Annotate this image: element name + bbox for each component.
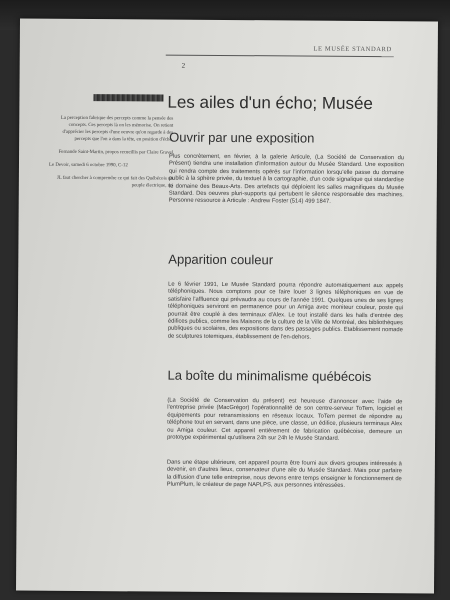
sidebar-quote-block — [49, 115, 174, 196]
sidebar-attribution: Fernande Saint-Martin, propos recueillis par Claire Gravel — [58, 149, 174, 156]
header-rule — [166, 55, 394, 58]
section-body-1: Plus concrètement, en février, à la galerie Articule, (La Société de Conservation du Présent) tiendra une installation d'information autour du Musée Standard. Une exposition qui rendra compte des traitements opérés sur l'information lorsqu'elle passe du domaine public à la sphère privée, du textuel à la cartographie, d'un code signalique qui standardise le domaine des Beaux-Arts. Des artefacts qui déploient les salles magnifiques du Musée Standard. Des oeuvres pluri-supports qui pertubent le silence responsable des machines. Personne ressource à Articule : Andrew Foster (514) 499 1847. — [168, 153, 405, 206]
section-heading-2: Apparition couleur — [168, 251, 274, 268]
sidebar-note: JL faut chercher à comprendre ce qui fait des Québécois un peuple électrique, mi — [56, 175, 173, 189]
sidebar-source: Le Devoir, samedi 6 octobre 1990, C-12 — [48, 162, 128, 169]
section-body-2: Le 6 février 1991, Le Musée Standard pourra répondre automatiquement aux appels téléphoniques. Nous comptons pour ce faire louer 3 lignes téléphoniques en vue de satisfaire l'affluence qui prévaudra au cours de l'année 1991. Quelques unes de ses lignes téléphoniques serviront en permanence pour un Amiga avec moniteur couleur, poste qui pourrait être couplé à des terminaux d'Alex. Le tout installé dans les halls d'entrée des édifices publics, comme les Maisons de la culture de la Ville de Montréal, des bibliothèques publiques ou scolaires, des expositions dans des passages publics. Etablissement nomade de sculptures totemiques, établissement de l'en-dehors. — [167, 281, 404, 341]
document-page — [16, 19, 438, 594]
section-heading-3: La boîte du minimalisme québécois — [167, 367, 372, 385]
section-body-3b: Dans une étape ultérieure, cet appareil pourra être fourni aux divers groupes intéressés à devenir, en d'autres lieux, conservateur d'une aile du Musée Standard. Mais pour parfaire la diffusion d'une telle entreprise, nous devons entre temps enseigner le fonctionnement de PlumPlum, le créateur de page NAPLPS, aux personnes intéressées. — [166, 459, 402, 490]
section-heading-1: Ouvrir par une exposition — [169, 129, 315, 146]
page-number: 2 — [181, 61, 186, 70]
section-body-3: (La Société de Conservation du présent) est heureuse d'annoncer avec l'aide de l'entreprise privée (MacGrégor) l'opérationnalité de son centre-serveur ToTem, logiciel et équipements pour retransmissions en réseaux locaux. ToTem permet de répondre au téléphone tout en servant, dans une pièce, une classe, un édifice, plusieurs terminaux Alex ou Amiga couleur. Cet appareil entièrement de fabrication québécoise, demeure un prototype expérimental qu'utilisera 24h sur 24h le Musée Standard. — [167, 397, 403, 442]
running-title: LE MUSÉE STANDARD — [313, 45, 392, 54]
article-title: Les ailes d'un écho; Musée — [167, 92, 373, 114]
sidebar-quote: La perception fabrique des percepts comme la pensée des concepts. Ces percepts là on les mémorise. On retient d'apprécier les percepts d'une oeuvre qu'on regarde à des percepts que l'on a dans la tête, en position d'écho. — [60, 115, 174, 143]
redaction-mark — [93, 94, 163, 101]
